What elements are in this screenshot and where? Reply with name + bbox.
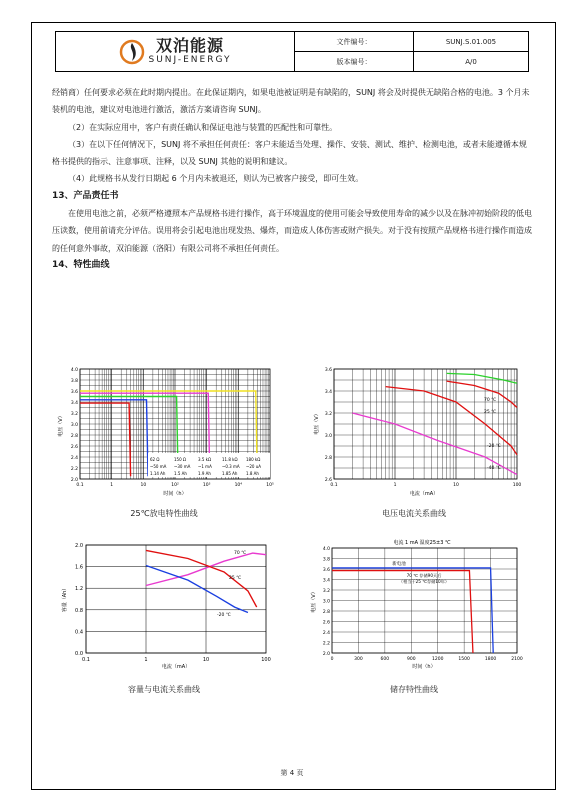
y-tick-label: 2.0: [322, 652, 330, 657]
y-tick-label: 1.6: [75, 564, 83, 571]
y-tick-label: 3.0: [324, 434, 332, 439]
y-tick-label: 3.6: [322, 568, 330, 573]
legend-cell: ~20 uA: [246, 464, 261, 469]
y-tick-label: 3.6: [324, 368, 332, 373]
doc-no-label: 文件编号：: [295, 32, 414, 52]
x-tick-label: 0.1: [330, 483, 338, 488]
x-tick-label: 900: [406, 657, 416, 662]
x-tick-label: 1: [393, 483, 397, 488]
y-tick-label: 0.4: [75, 629, 83, 636]
chart-discharge-caption: 25℃放电特性曲线: [130, 509, 198, 518]
x-tick-label: 10: [453, 483, 459, 488]
paragraph-liability: 在使用电池之前，必须严格遵照本产品规格书进行操作，高于环境温度的使用可能会导致使用寿命的减少以及在脉冲初始阶段的低电压读数，使用前请充分评估。误用将会引起电池出现发热、爆炸，而造成人体伤害或财产损失。对于没有按照产品规格书进行操作而造成的任何意外事故，双泊能源（洛阳）有限公司将不承担任何责任。: [52, 209, 532, 253]
chart-storage-label-10y: （相当于25 ℃存储10年）: [398, 579, 450, 584]
y-tick-label: 3.4: [324, 390, 332, 395]
legend-cell: 1.14 Ah: [150, 471, 166, 476]
chart-storage-label-new: 新电池: [392, 562, 406, 567]
y-tick-label: 3.6: [70, 390, 78, 395]
legend-cell: 1.85 Ah: [222, 471, 238, 476]
page-number: 第 4 页: [280, 769, 304, 777]
y-tick-label: 3.4: [70, 401, 78, 406]
y-tick-label: 3.8: [322, 557, 330, 563]
y-tick-label: 3.2: [70, 412, 78, 417]
x-tick-label: 1200: [431, 657, 444, 662]
chart-capacity-current: [54, 535, 274, 670]
body-text: [52, 84, 532, 274]
chart-discharge-xticks: [76, 482, 274, 488]
y-tick-label: 2.0: [75, 543, 83, 549]
x-tick-label: 2100: [511, 657, 523, 662]
chart-discharge-xlabel: 时间（h）: [163, 491, 187, 497]
chart-discharge-ylabel: 电压（V）: [58, 413, 64, 437]
chart-storage-title: 电流 1 mA 温度25±3 ℃: [393, 540, 451, 546]
y-tick-label: 0.8: [75, 607, 83, 614]
legend-cell: ~50 mA: [150, 464, 167, 469]
y-tick-label: 2.8: [70, 434, 78, 439]
chart-vc-temp-m20: -20 ℃: [487, 444, 501, 449]
version-label: 版本编号：: [295, 52, 414, 72]
x-tick-label: 1: [110, 483, 114, 488]
chart-vc-temp-m40: -40 ℃: [487, 466, 501, 471]
chart-vc-temp-70: 70 ℃: [484, 398, 497, 403]
chart-cc-temp-m20: -20 ℃: [217, 613, 231, 618]
chart-storage: [304, 535, 524, 670]
legend-cell: 1.5 Ah: [174, 471, 187, 476]
x-tick-label: 600: [380, 657, 390, 662]
legend-cell: ~0.3 mA: [222, 464, 240, 469]
y-tick-label: 2.6: [324, 478, 332, 483]
x-tick-label: 10⁴: [234, 483, 243, 488]
y-tick-label: 0.0: [75, 651, 83, 657]
paragraph-4: （4）此规格书从发行日期起 6 个月内未被退还，则认为已被客户接受，即可生效。: [68, 174, 364, 184]
chart-discharge-yticks: [71, 367, 78, 483]
y-tick-label: 3.0: [70, 423, 78, 428]
legend-cell: 1.9 Ah: [198, 471, 211, 476]
logo-flame-icon: [119, 39, 145, 65]
chart-cc-xticks: [82, 657, 271, 663]
x-tick-label: 10³: [202, 483, 211, 488]
chart-cc-ylabel: 容量（Ah）: [62, 585, 68, 613]
chart-cc-xlabel: 电流（mA）: [161, 664, 191, 670]
company-logo: [56, 33, 294, 71]
y-tick-label: 2.2: [70, 467, 78, 472]
x-tick-label: 10: [202, 657, 210, 663]
doc-header: [55, 31, 529, 72]
chart-vc-xlabel: 电流（mA）: [409, 491, 439, 497]
chart-storage-xlabel: 时间（h）: [412, 664, 436, 670]
x-tick-label: 10: [140, 483, 147, 488]
x-tick-label: 1500: [458, 657, 470, 662]
paragraph-3: （3）在以下任何情况下，SUNJ 将不承担任何责任：客户未能适当处理、操作、安装、测试、维护、检测电池，或者未能遵循本规格书提供的指示、注意事项、注释，以及 SUNJ 其他的说明和建议。: [52, 139, 527, 167]
chart-discharge-legend: [148, 453, 270, 477]
x-tick-label: 100: [261, 657, 271, 663]
logo-en-text: SUNJ-ENERGY: [148, 55, 232, 65]
legend-cell: ~30 mA: [174, 464, 191, 469]
chart-cc-temp-25: 25 ℃: [229, 576, 242, 581]
legend-cell: 1.8 Ah: [246, 471, 259, 476]
chart-cc-yticks: [75, 543, 83, 657]
y-tick-label: 2.4: [322, 631, 330, 636]
legend-cell: 150 Ω: [174, 457, 186, 462]
y-tick-label: 2.2: [322, 641, 330, 647]
chart-cc-temp-70: 70 ℃: [234, 551, 247, 556]
doc-no-value: SUNJ.S.01.005: [414, 32, 529, 52]
x-tick-label: 0.1: [76, 483, 84, 488]
paragraph-warranty: 经销商）任何要求必须在此时期内提出。在此保证期内，如果电池被证明是有缺陷的，SUNJ 将会及时提供无缺陷合格的电池。3 个月未装机的电池，建议对电池进行激活，激活方案请咨询 SUNJ。: [52, 88, 530, 115]
x-tick-label: 300: [354, 657, 363, 662]
paragraph-2: （2）在实际应用中，客户有责任确认和保证电池与装置的匹配性和可靠性。: [68, 122, 338, 132]
x-tick-label: 10⁵: [266, 483, 274, 488]
chart-vc-caption: 电压电流关系曲线: [382, 509, 446, 518]
chart-vc-ylabel: 电压（V）: [314, 411, 320, 435]
y-tick-label: 2.6: [322, 620, 330, 626]
y-tick-label: 3.0: [322, 599, 330, 605]
legend-cell: 3.5 kΩ: [198, 457, 212, 462]
y-tick-label: 2.4: [70, 456, 78, 461]
y-tick-label: 2.0: [70, 478, 78, 483]
x-tick-label: 0.1: [82, 657, 90, 663]
chart-cc-plot-area: [86, 545, 266, 653]
legend-cell: ~1 mA: [198, 464, 212, 469]
chart-vc-yticks: [325, 367, 332, 483]
chart-vc-temp-25: 25 ℃: [484, 410, 497, 415]
chart-storage-ylabel: 电压（V）: [311, 589, 317, 613]
chart-vc-xticks: [330, 482, 521, 488]
y-tick-label: 3.2: [324, 412, 332, 417]
y-tick-label: 3.8: [70, 379, 78, 384]
legend-cell: 62 Ω: [150, 457, 160, 462]
chart-storage-label-70: 70 ℃ 存储90天后: [406, 573, 442, 578]
chart-cc-caption: 容量与电流关系曲线: [128, 685, 200, 694]
logo-cn-text: 双泊能源: [155, 36, 224, 55]
legend-cell: 180 kΩ: [246, 457, 261, 462]
x-tick-label: 1800: [484, 657, 497, 662]
y-tick-label: 2.6: [70, 445, 78, 450]
version-value: A/0: [414, 52, 529, 72]
chart-discharge: [54, 365, 274, 497]
y-tick-label: 3.2: [322, 589, 330, 594]
y-tick-label: 4.0: [70, 368, 78, 373]
chart-storage-caption: 储存特性曲线: [390, 685, 438, 694]
logo-cell: [56, 32, 295, 72]
x-tick-label: 10²: [171, 483, 179, 488]
y-tick-label: 3.4: [322, 578, 330, 584]
chart-storage-yticks: [323, 546, 330, 657]
x-tick-label: 1: [144, 657, 148, 663]
y-tick-label: 2.8: [322, 610, 330, 615]
section-14-heading: 14、特性曲线: [52, 259, 110, 270]
y-tick-label: 1.2: [75, 586, 83, 593]
section-13-heading: 13、产品责任书: [52, 190, 119, 201]
x-tick-label: 0: [330, 657, 334, 662]
chart-storage-xticks: [331, 656, 523, 662]
y-tick-label: 2.8: [324, 456, 332, 461]
chart-voltage-current: [304, 365, 524, 497]
x-tick-label: 100: [512, 483, 522, 488]
legend-cell: 11.8 kΩ: [222, 457, 238, 462]
y-tick-label: 4.0: [322, 547, 330, 552]
